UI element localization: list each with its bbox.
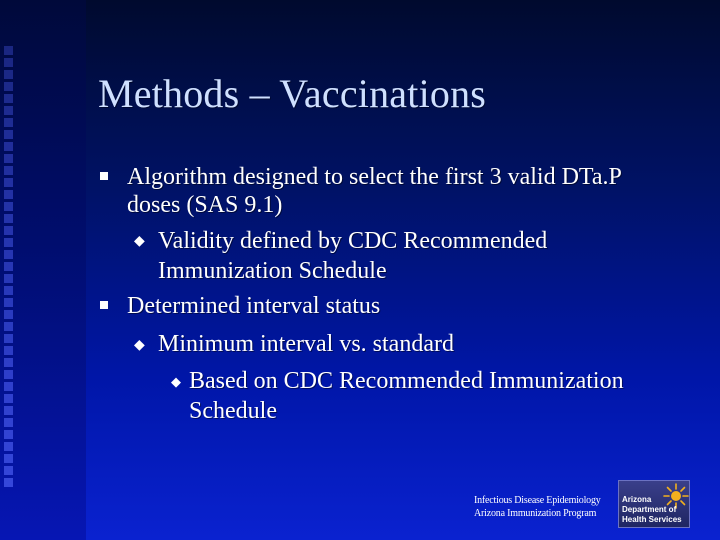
- bullet-1-sub-1-line-2: Immunization Schedule: [158, 258, 387, 284]
- footer-credit: [474, 494, 601, 520]
- square-bullet-icon: [100, 172, 108, 180]
- bullet-2-sub-1-sub-1-line-1: Based on CDC Recommended Immunization: [189, 368, 624, 394]
- square-bullet-icon: [100, 301, 108, 309]
- bullet-1-line-1: Algorithm designed to select the first 3 valid DTa.P: [127, 164, 622, 190]
- logo-line-1: Arizona: [622, 495, 652, 504]
- logo-line-3: Health Services: [622, 515, 682, 524]
- bullet-1-sub-1-line-1: Validity defined by CDC Recommended: [158, 228, 548, 254]
- diamond-bullet-icon: ◆: [134, 338, 145, 353]
- footer-line-1: Infectious Disease Epidemiology: [474, 495, 601, 506]
- slide-title: Methods – Vaccinations: [98, 71, 487, 116]
- footer-line-2: Arizona Immunization Program: [474, 508, 597, 519]
- bullet-2-sub-1-sub-1-line-2: Schedule: [189, 398, 277, 424]
- bullet-1-line-2: doses (SAS 9.1): [127, 192, 283, 218]
- bullet-2-sub-1-line-1: Minimum interval vs. standard: [158, 331, 454, 357]
- adhs-logo: [618, 480, 690, 528]
- logo-text: [622, 495, 682, 525]
- diamond-bullet-icon: ◆: [134, 234, 145, 249]
- logo-line-2: Department of: [622, 505, 677, 514]
- small-diamond-bullet-icon: ◆: [171, 374, 181, 389]
- bullet-2-line-1: Determined interval status: [127, 293, 381, 319]
